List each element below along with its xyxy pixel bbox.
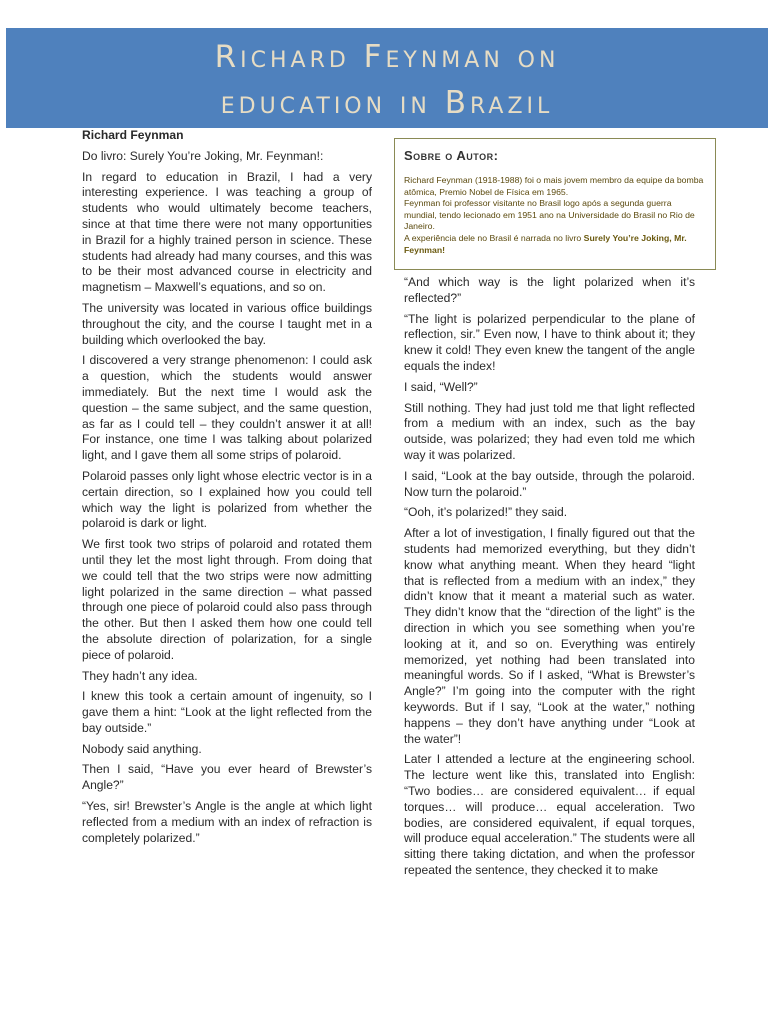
paragraph: Polaroid passes only light whose electric vector is in a certain direction, so I explained how you could tell which way the light is polarized from whether the polaroid is dark or light. bbox=[82, 468, 372, 531]
paragraph: “Ooh, it’s polarized!” they said. bbox=[404, 505, 568, 520]
paragraph: “The light is polarized perpendicular to the plane of reflection, sir.” Even now, I have to think about it; they knew it cold! They even knew the tangent of the angle equals the index! bbox=[404, 311, 695, 373]
title-line-1: Richard Feynman on bbox=[214, 39, 560, 75]
paragraph: In regard to education in Brazil, I had a very interesting experience. I was teaching a group of students who would ultimately become teachers, since at that time there were not many opportunities in Brazil for a highly trained person in science. These students had already had many courses, and this was to be their most advanced course in electricity and magnetism – Maxwell’s equations, and so on. bbox=[82, 169, 372, 295]
paragraph: We first took two strips of polaroid and rotated them until they let the most light through. From doing that we could tell that the two strips were now admitting light polarized in the same direction – what passed through one piece of polaroid could also pass through the other. But then I asked them how one could tell the absolute direction of polarization, for a single piece of polaroid. bbox=[82, 537, 372, 662]
byline-source: Do livro: Surely You’re Joking, Mr. Feynman!: bbox=[82, 148, 324, 163]
paragraph: Nobody said anything. bbox=[82, 741, 202, 756]
about-author-line bbox=[404, 233, 706, 256]
paragraph: “And which way is the light polarized when it’s reflected?” bbox=[404, 275, 695, 305]
paragraph: I said, “Well?” bbox=[404, 379, 478, 394]
about-author-line: Feynman foi professor visitante no Brasil logo após a segunda guerra mundial, tendo lecionado em 1951 ano na Universidade do Brasil no Rio de Janeiro. bbox=[404, 198, 695, 232]
about-author-line-prefix: A experiência dele no Brasil é narrada no livro bbox=[404, 232, 584, 243]
paragraph: Later I attended a lecture at the engineering school. The lecture went like this, translated into English: “Two bodies… are considered equivalent… if equal torques… will produce… equal acceleration. Two bodies, are considered equivalent, if equal torques, will produce equal acceleration.” The students were all sitting there taking dictation, and when the professor repeated the sentence, they checked it to make bbox=[404, 752, 695, 877]
paragraph: They hadn’t any idea. bbox=[82, 668, 198, 683]
byline-author: Richard Feynman bbox=[82, 128, 184, 142]
paragraph: I said, “Look at the bay outside, through the polaroid. Now turn the polaroid.” bbox=[404, 468, 695, 499]
paragraph: I discovered a very strange phenomenon: I could ask a question, which the students would answer immediately. But the next time I would ask the question – the same subject, and the same question, as far as I could tell – they couldn’t answer it at all! For instance, one time I was talking about polarized light, and I gave them all some strips of polaroid. bbox=[82, 353, 372, 463]
paragraph: After a lot of investigation, I finally figured out that the students had memorized everything, but they didn’t know what anything meant. When they heard “light that is reflected from a medium with an index,” they didn’t know that it meant a material such as water. They didn’t know that the “direction of the light” is the direction in which you see something when you’re looking at it, and so on. Everything was entirely memorized, yet nothing had been translated into meaningful words. So if I asked, “What is Brewster’s Angle?” I’m going into the computer with the right keywords. But if I say, “Look at the water,” nothing happens – they don’t have anything under “Look at the water”! bbox=[404, 526, 695, 746]
paragraph: Still nothing. They had just told me that light reflected from a medium with an index, such as the bay outside, was polarized; they had even told me which way it was polarized. bbox=[404, 400, 695, 462]
book-title: Surely You’re Joking, Mr. Feynman! bbox=[404, 232, 687, 255]
paragraph: “Yes, sir! Brewster’s Angle is the angle at which light reflected from a medium with an index of refraction is completely polarized.” bbox=[82, 799, 372, 845]
paragraph: The university was located in various office buildings throughout the city, and the course I taught met in a building which overlooked the bay. bbox=[82, 300, 372, 347]
page-title bbox=[6, 34, 768, 126]
left-column bbox=[82, 128, 372, 851]
about-author-heading: Sobre o Autor: bbox=[404, 148, 499, 163]
right-column bbox=[404, 275, 695, 884]
paragraph: Then I said, “Have you ever heard of Brewster’s Angle?” bbox=[82, 762, 372, 793]
about-author-box bbox=[394, 138, 716, 270]
title-line-2: education in Brazil bbox=[220, 85, 554, 121]
about-author-line: Richard Feynman (1918-1988) foi o mais jovem membro da equipe da bomba atômica, Premio Nobel de Física em 1965. bbox=[404, 175, 704, 197]
paragraph: I knew this took a certain amount of ingenuity, so I gave them a hint: “Look at the light reflected from the bay outside.” bbox=[82, 689, 372, 735]
